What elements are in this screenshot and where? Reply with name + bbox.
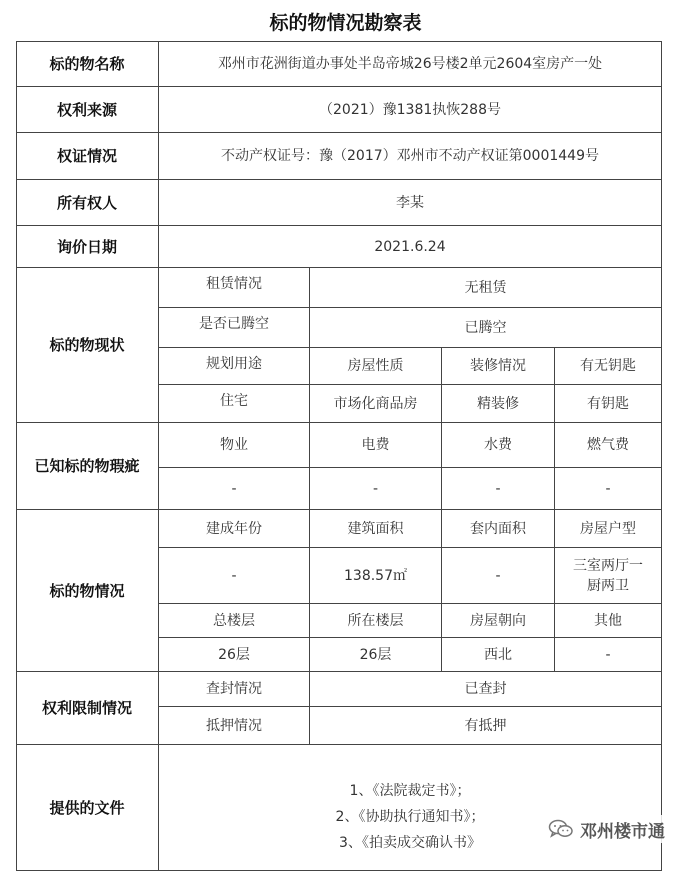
document-item: 3、《拍卖成交确认书》 <box>339 834 481 851</box>
lease-value: 无租赁 <box>310 268 662 308</box>
situation-header-7: 房屋朝向 <box>442 604 555 638</box>
situation-header-1: 建成年份 <box>159 510 310 548</box>
situation-value-3: - <box>442 548 555 604</box>
documents-list <box>159 745 662 871</box>
situation-value-7: 西北 <box>442 638 555 672</box>
situation-header-4: 房屋户型 <box>555 510 662 548</box>
name-label: 标的物名称 <box>16 41 159 87</box>
status-header-3: 装修情况 <box>442 348 555 385</box>
cert-value: 不动产权证号：豫（2017）邓州市不动产权证第0001449号 <box>159 133 662 180</box>
name-value: 邓州市花洲街道办事处半岛帝城26号楼2单元2604室房产一处 <box>159 41 662 87</box>
seal-label: 查封情况 <box>159 672 310 707</box>
defects-value-2: - <box>310 468 442 510</box>
restrictions-label: 权利限制情况 <box>16 672 159 745</box>
lease-label: 租赁情况 <box>159 268 310 308</box>
status-header-1: 规划用途 <box>159 348 310 385</box>
situation-value-1: - <box>159 548 310 604</box>
vacated-value: 已腾空 <box>310 308 662 348</box>
situation-value-6: 26层 <box>310 638 442 672</box>
owner-value: 李某 <box>159 180 662 226</box>
situation-value-4: 三室两厅一厨两卫 <box>555 548 662 604</box>
wechat-icon <box>548 819 574 839</box>
situation-value-8: - <box>555 638 662 672</box>
seal-value: 已查封 <box>310 672 662 707</box>
situation-header-8: 其他 <box>555 604 662 638</box>
status-value-1: 住宅 <box>159 385 310 423</box>
status-value-3: 精装修 <box>442 385 555 423</box>
documents-label: 提供的文件 <box>16 745 159 871</box>
situation-header-5: 总楼层 <box>159 604 310 638</box>
defects-label: 已知标的物瑕疵 <box>16 423 159 510</box>
cert-label: 权证情况 <box>16 133 159 180</box>
vacated-label: 是否已腾空 <box>159 308 310 348</box>
document-item: 1、《法院裁定书》； <box>349 782 471 799</box>
mortgage-value: 有抵押 <box>310 707 662 745</box>
defects-header-3: 水费 <box>442 423 555 468</box>
mortgage-label: 抵押情况 <box>159 707 310 745</box>
situation-label: 标的物情况 <box>16 510 159 672</box>
status-header-4: 有无钥匙 <box>555 348 662 385</box>
date-value: 2021.6.24 <box>159 226 662 268</box>
situation-header-6: 所在楼层 <box>310 604 442 638</box>
document-item: 2、《协助执行通知书》； <box>335 808 485 825</box>
situation-header-2: 建筑面积 <box>310 510 442 548</box>
defects-header-1: 物业 <box>159 423 310 468</box>
situation-value-2: 138.57㎡ <box>310 548 442 604</box>
defects-value-3: - <box>442 468 555 510</box>
status-value-4: 有钥匙 <box>555 385 662 423</box>
source-value: （2021）豫1381执恢288号 <box>159 87 662 133</box>
status-header-2: 房屋性质 <box>310 348 442 385</box>
defects-value-4: - <box>555 468 662 510</box>
status-value-2: 市场化商品房 <box>310 385 442 423</box>
owner-label: 所有权人 <box>16 180 159 226</box>
situation-value-5: 26层 <box>159 638 310 672</box>
watermark <box>548 815 691 843</box>
status-label: 标的物现状 <box>16 268 159 423</box>
source-label: 权利来源 <box>16 87 159 133</box>
situation-header-3: 套内面积 <box>442 510 555 548</box>
defects-value-1: - <box>159 468 310 510</box>
date-label: 询价日期 <box>16 226 159 268</box>
defects-header-4: 燃气费 <box>555 423 662 468</box>
page-title: 标的物情况勘察表 <box>269 12 422 34</box>
defects-header-2: 电费 <box>310 423 442 468</box>
watermark-text: 邓州楼市通 <box>580 821 665 842</box>
